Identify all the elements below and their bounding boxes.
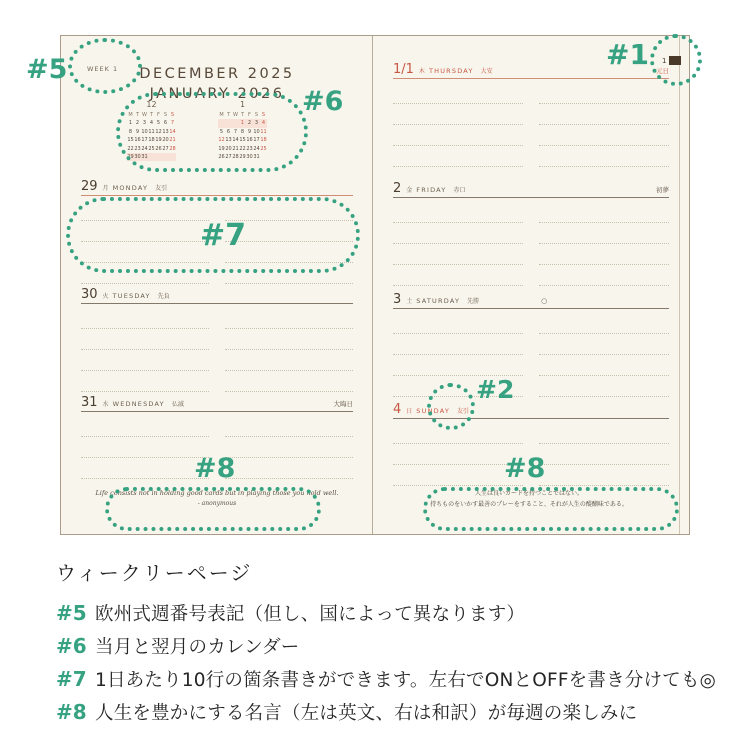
mini-calendar-month-number: 1 (239, 100, 246, 109)
caption-text: 1日あたり10行の箇条書きができます。左右でONとOFFを書き分けても◎ (95, 670, 716, 691)
day-header (81, 179, 353, 196)
rokuyo-label: 仏滅 (171, 401, 184, 408)
annotation-ellipse-writing-lines (66, 197, 360, 273)
writing-line-row (81, 308, 353, 329)
calendar-date-cell: 27 (162, 145, 169, 152)
quote-text-line1: 人生は良いカードを持つことではない。 (474, 490, 583, 497)
day-kanji: 木 (418, 68, 425, 75)
weekday-header-cell: W (233, 112, 238, 118)
caption-tag: #6 (56, 634, 87, 658)
writing-line (225, 350, 353, 371)
writing-line-row (393, 334, 669, 355)
writing-line (393, 146, 523, 167)
date-number: 2 (393, 181, 402, 196)
caption-item-8 (56, 699, 716, 725)
page-edge-line (679, 36, 680, 534)
calendar-date-cell: 25 (260, 145, 267, 152)
caption-text: 人生を豊かにする名言（左は英文、右は和訳）が毎週の楽しみに (95, 703, 638, 724)
calendar-date-cell: 29 (127, 153, 134, 160)
calendar-date-cell: 4 (261, 120, 266, 127)
weekday-header-cell: T (240, 112, 245, 118)
writing-line (539, 465, 669, 486)
calendar-date-cell: 22 (239, 145, 246, 152)
calendar-date-cell: 3 (254, 120, 259, 127)
rokuyo-label: 先負 (157, 293, 170, 300)
writing-line (393, 355, 523, 376)
calendar-date-cell: 28 (169, 145, 176, 152)
writing-line (539, 355, 669, 376)
day-kanji: 日 (406, 408, 413, 415)
calendar-date-cell: 19 (155, 137, 162, 144)
caption-text: 欧州式週番号表記（但し、国によって異なります） (95, 604, 526, 625)
writing-line-row (393, 83, 669, 104)
day-header (81, 287, 353, 304)
annotation-label-1: #1 (606, 38, 649, 71)
writing-line (393, 104, 523, 125)
date-number: 29 (81, 179, 98, 194)
rokuyo-label: 赤口 (453, 187, 466, 194)
writing-line (81, 350, 209, 371)
annotation-circle-week-number (68, 38, 142, 94)
writing-line-row (81, 350, 353, 371)
date-number: 1/1 (393, 62, 414, 77)
writing-line (225, 308, 353, 329)
writing-line (81, 437, 209, 458)
writing-line (539, 83, 669, 104)
writing-line (225, 416, 353, 437)
calendar-date-cell: 6 (226, 128, 231, 135)
calendar-date-cell: 1 (240, 120, 245, 127)
calendar-date-cell: 24 (141, 145, 148, 152)
weekday-header-cell: W (142, 112, 147, 118)
calendar-date-cell: 4 (149, 120, 154, 127)
calendar-date-cell: 28 (232, 153, 239, 160)
calendar-date-cell: 6 (163, 120, 168, 127)
calendar-date-cell: 8 (240, 128, 245, 135)
calendar-date-cell: 12 (155, 128, 162, 135)
day-name: TUESDAY (112, 292, 151, 300)
calendar-date-cell: 2 (135, 120, 140, 127)
caption-item-6 (56, 633, 716, 659)
day-header (81, 395, 353, 412)
writing-line (225, 437, 353, 458)
calendar-date-cell: 15 (127, 137, 134, 144)
calendar-date-cell: 16 (134, 137, 141, 144)
annotation-label-5: #5 (26, 54, 68, 85)
spine-divider (372, 36, 373, 534)
writing-line-row (81, 329, 353, 350)
writing-line (225, 371, 353, 392)
writing-line-row (393, 104, 669, 125)
calendar-date-cell: 20 (225, 145, 232, 152)
calendar-date-cell: 3 (142, 120, 147, 127)
writing-line (539, 244, 669, 265)
calendar-date-cell: 1 (128, 120, 133, 127)
writing-line (81, 329, 209, 350)
calendar-date-cell: 8 (128, 128, 133, 135)
calendar-date-cell: 11 (148, 128, 155, 135)
calendar-date-cell: 5 (219, 128, 224, 135)
mini-calendar-month-number: 12 (146, 100, 157, 109)
annotation-label-7: #7 (200, 218, 247, 253)
calendar-date-cell: 30 (134, 153, 141, 160)
annotation-circle-sunday (427, 383, 475, 430)
month-title-line2: JANUARY 2026 (149, 86, 285, 102)
writing-line (81, 416, 209, 437)
annotation-label-2: #2 (476, 375, 515, 404)
calendar-date-cell: 10 (253, 128, 260, 135)
calendar-date-cell: 11 (260, 128, 267, 135)
writing-line (539, 104, 669, 125)
calendar-date-cell: 23 (246, 145, 253, 152)
calendar-date-cell: 7 (170, 120, 175, 127)
weekday-header-cell: S (170, 112, 175, 118)
day-name: THURSDAY (428, 67, 474, 75)
calendar-date-cell: 10 (141, 128, 148, 135)
writing-lines (393, 313, 669, 397)
date-number: 31 (81, 395, 98, 410)
weekday-header-cell: S (163, 112, 168, 118)
caption-text: 当月と翌月のカレンダー (95, 637, 300, 658)
writing-line-row (393, 313, 669, 334)
calendar-date-cell: 12 (218, 137, 225, 144)
writing-line (539, 334, 669, 355)
calendar-date-cell: 18 (260, 137, 267, 144)
calendar-date-cell: 17 (253, 137, 260, 144)
day-kanji: 水 (102, 401, 109, 408)
rokuyo-label: 大安 (480, 68, 493, 75)
writing-line (539, 376, 669, 397)
holiday-note: 元日 (656, 67, 669, 75)
calendar-date-cell: 31 (141, 153, 148, 160)
weekday-header-cell: F (248, 112, 251, 118)
date-number: 4 (393, 402, 402, 417)
writing-line-row (393, 244, 669, 265)
writing-line (81, 371, 209, 392)
calendar-date-cell: 26 (155, 145, 162, 152)
caption-item-7 (56, 666, 716, 692)
caption-tag: #7 (56, 667, 87, 691)
calendar-date-cell: 9 (135, 128, 140, 135)
annotation-ellipse-calendars (116, 92, 308, 172)
writing-line-row (393, 202, 669, 223)
weekday-header-cell: T (226, 112, 231, 118)
writing-line (539, 265, 669, 286)
calendar-date-cell: 31 (253, 153, 260, 160)
writing-lines (393, 83, 669, 167)
writing-line (393, 334, 523, 355)
writing-line (81, 308, 209, 329)
calendar-date-cell: 15 (239, 137, 246, 144)
writing-line-row (81, 371, 353, 392)
day-block-jan-2 (393, 181, 669, 286)
weekday-header-cell: M (219, 112, 224, 118)
rokuyo-label: 友引 (155, 185, 168, 192)
day-header (393, 292, 669, 309)
weekday-header-cell: T (135, 112, 140, 118)
calendar-date-cell: 7 (233, 128, 238, 135)
day-name: MONDAY (112, 184, 149, 192)
day-name: SATURDAY (416, 297, 461, 305)
day-kanji: 月 (102, 185, 109, 192)
writing-lines (393, 202, 669, 286)
calendar-date-cell: 25 (148, 145, 155, 152)
calendar-date-cell: 30 (246, 153, 253, 160)
writing-line-row (393, 223, 669, 244)
writing-line-row (393, 355, 669, 376)
weekday-header-cell: S (261, 112, 266, 118)
annotation-ellipse-quote-right (423, 487, 679, 531)
writing-line-row (393, 146, 669, 167)
writing-line (81, 458, 209, 479)
weekday-header-cell: T (149, 112, 154, 118)
month-tab-number: 1 (662, 56, 667, 65)
calendar-date-cell: 24 (253, 145, 260, 152)
date-number: 3 (393, 292, 402, 307)
calendar-date-cell: 2 (247, 120, 252, 127)
writing-line (539, 202, 669, 223)
writing-lines (81, 308, 353, 392)
day-block-dec-30 (81, 287, 353, 392)
quote-text: Life consists not in holding good cards but in playing those you hold well. (95, 489, 339, 497)
annotation-label-8-left: #8 (194, 453, 236, 484)
calendar-date-cell: 9 (247, 128, 252, 135)
calendar-date-cell: 26 (218, 153, 225, 160)
month-title-line1: DECEMBER 2025 (139, 66, 295, 82)
writing-line (393, 244, 523, 265)
rokuyo-label: 友引 (457, 408, 470, 415)
calendar-date-cell: 17 (141, 137, 148, 144)
writing-line (539, 444, 669, 465)
day-name: FRIDAY (416, 186, 447, 194)
day-kanji: 火 (102, 293, 109, 300)
writing-line (539, 423, 669, 444)
writing-line (393, 265, 523, 286)
writing-line (539, 125, 669, 146)
calendar-date-cell: 13 (225, 137, 232, 144)
writing-line (393, 202, 523, 223)
calendar-date-cell: 29 (239, 153, 246, 160)
annotation-circle-month-tab (650, 34, 702, 86)
writing-line (539, 223, 669, 244)
writing-line (539, 313, 669, 334)
calendar-date-cell: 19 (218, 145, 225, 152)
weekday-header-cell: S (254, 112, 259, 118)
quote-text-line2: 持ちものをいかす最善のプレーをすること、それが人生の醍醐味である。 (430, 501, 628, 508)
holiday-note: 大晦日 (333, 400, 353, 408)
writing-line (539, 146, 669, 167)
calendar-date-cell: 18 (148, 137, 155, 144)
calendar-date-cell: 5 (156, 120, 161, 127)
week-number-label: WEEK 1 (87, 65, 119, 73)
writing-line-row (81, 416, 353, 437)
writing-line (393, 313, 523, 334)
weekday-header-cell: F (157, 112, 160, 118)
full-moon-icon: ○ (541, 297, 548, 305)
day-header (393, 181, 669, 198)
caption-tag: #5 (56, 601, 87, 625)
day-kanji: 土 (406, 298, 413, 305)
calendar-date-cell: 16 (246, 137, 253, 144)
calendar-date-cell: 27 (225, 153, 232, 160)
calendar-date-cell: 21 (232, 145, 239, 152)
day-block-jan-3 (393, 292, 669, 397)
seasonal-note: 初夢 (656, 186, 669, 194)
annotation-ellipse-quote-left (105, 487, 321, 531)
weekday-header-cell: M (128, 112, 133, 118)
writing-line (393, 83, 523, 104)
date-number: 30 (81, 287, 98, 302)
calendar-date-cell: 20 (162, 137, 169, 144)
writing-line-row (393, 265, 669, 286)
day-name: WEDNESDAY (112, 400, 165, 408)
day-block-jan-1 (393, 62, 669, 167)
writing-line (393, 223, 523, 244)
quote-attribution: - anonymous (197, 500, 237, 507)
calendar-date-cell: 14 (169, 128, 176, 135)
writing-line-row (393, 125, 669, 146)
annotation-label-6: #6 (302, 86, 344, 117)
calendar-date-cell: 23 (134, 145, 141, 152)
day-kanji: 金 (406, 187, 413, 194)
writing-line (225, 458, 353, 479)
annotation-label-8-right: #8 (504, 453, 546, 484)
caption-item-5 (56, 600, 716, 626)
caption-title: ウィークリーページ (56, 561, 253, 585)
calendar-date-cell: 21 (169, 137, 176, 144)
calendar-date-cell: 14 (232, 137, 239, 144)
writing-line-row (393, 423, 669, 444)
calendar-date-cell: 13 (162, 128, 169, 135)
writing-line (393, 125, 523, 146)
caption-tag: #8 (56, 700, 87, 724)
rokuyo-label: 先勝 (467, 298, 480, 305)
writing-line (225, 329, 353, 350)
day-name: SUNDAY (416, 407, 451, 415)
calendar-date-cell: 22 (127, 145, 134, 152)
